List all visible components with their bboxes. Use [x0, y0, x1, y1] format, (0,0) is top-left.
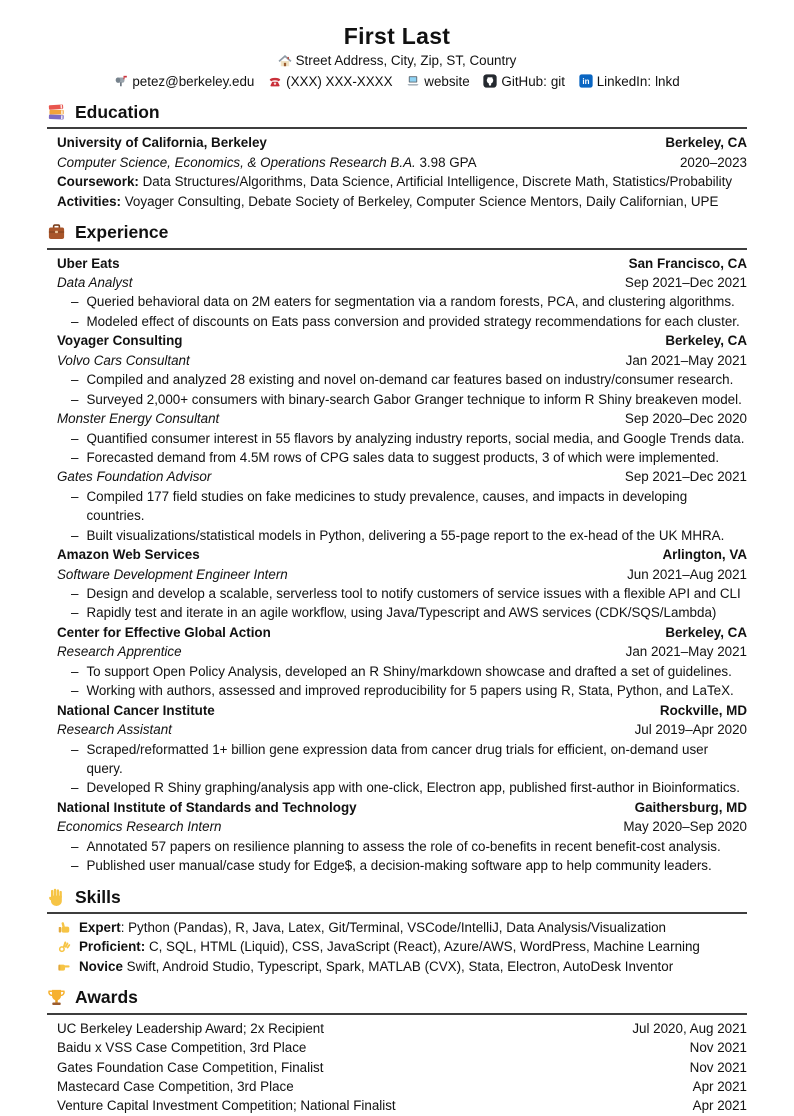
activities-line [57, 192, 718, 211]
institution-location: Berkeley, CA [665, 135, 747, 151]
bullet-item [47, 429, 747, 448]
award-row [47, 1038, 747, 1057]
bullet-dash: – [71, 780, 79, 796]
company-block [47, 798, 747, 876]
award-name: Mastecard Case Competition, 3rd Place [57, 1078, 294, 1094]
bullet-item [47, 292, 747, 311]
skill-items: Swift, Android Studio, Typescript, Spark, MATLAB (CVX), Stata, Electron, AutoDesk Inventor [122, 958, 674, 974]
skill-row-novice [47, 957, 747, 976]
company-location: Arlington, VA [662, 547, 747, 563]
bullet-item [47, 487, 747, 526]
trophy-icon [47, 988, 66, 1007]
role-title: Economics Research Intern [57, 819, 222, 835]
bullet-text: Scraped/reformatted 1+ billion gene expression data from cancer drug trials for efficient, on-demand user query. [86, 741, 709, 776]
role-title: Research Apprentice [57, 644, 182, 660]
address-text: Street Address, City, Zip, ST, Country [295, 53, 517, 69]
bullet-text: Surveyed 2,000+ consumers with binary-search Gabor Granger technique to inform R Shiny breakeven model. [86, 391, 742, 407]
laptop-icon [406, 74, 420, 88]
role-title: Gates Foundation Advisor [57, 469, 212, 485]
company-name: Amazon Web Services [57, 547, 200, 563]
bullet-dash: – [71, 741, 79, 757]
company-name: Voyager Consulting [57, 333, 183, 349]
institution-name: University of California, Berkeley [57, 135, 267, 151]
section-skills [47, 885, 747, 977]
bullet-item [47, 740, 747, 779]
linkedin-link[interactable]: lnkd [655, 73, 680, 89]
award-name: Venture Capital Investment Competition; National Finalist [57, 1098, 396, 1114]
bullet-text: Modeled effect of discounts on Eats pass conversion and provided strategy recommendations for each cluster. [86, 313, 740, 329]
bullet-item [47, 448, 747, 467]
bullet-text: Working with authors, assessed and improved reproducibility for 5 papers using R, Stata, Python, and LaTeX. [86, 683, 734, 699]
bullet-dash: – [71, 605, 79, 621]
phone-number: (XXX) XXX-XXXX [286, 73, 393, 89]
bullet-text: Rapidly test and iterate in an agile workflow, using Java/Typescript and AWS services (CDK/SQS/Lambda) [86, 605, 717, 621]
bullet-item [47, 584, 747, 603]
award-date: Nov 2021 [689, 1059, 747, 1075]
role-title: Monster Energy Consultant [57, 411, 220, 427]
bullet-text: Queried behavioral data on 2M eaters for segmentation via a random forests, PCA, and clustering algorithms. [86, 294, 735, 310]
experience-section-header [47, 220, 747, 245]
section-title: Education [75, 102, 160, 123]
skill-row-expert [47, 918, 747, 937]
section-experience [47, 220, 747, 875]
bullet-text: Compiled 177 field studies on fake medicines to study prevalence, causes, and impacts in developing countries. [86, 488, 688, 524]
bullet-dash: – [71, 838, 79, 854]
skill-line [79, 957, 673, 976]
role-title: Software Development Engineer Intern [57, 566, 288, 582]
svg-text:in: in [582, 77, 590, 87]
person-name: First Last [343, 23, 451, 49]
bullet-text: Published user manual/case study for Edge$, a decision-making software app to help community leaders. [86, 858, 712, 874]
bullet-item [47, 681, 747, 700]
degree-name: Computer Science, Economics, & Operations Research B.A. [57, 154, 416, 170]
bullet-dash: – [71, 683, 79, 699]
section-title: Experience [75, 222, 169, 243]
bullet-dash: – [71, 449, 79, 465]
company-block [47, 254, 747, 332]
award-date: Jul 2020, Aug 2021 [632, 1020, 747, 1036]
role-dates: May 2020–Sep 2020 [623, 819, 747, 835]
bullet-text: To support Open Policy Analysis, developed an R Shiny/markdown showcase and drafted a set of guidelines. [86, 663, 732, 679]
bullet-item [47, 603, 747, 622]
coursework-label: Coursework: [57, 174, 139, 190]
awards-section-header [47, 985, 747, 1010]
award-name: Baidu x VSS Case Competition, 3rd Place [57, 1040, 307, 1056]
bullet-item [47, 370, 747, 389]
books-icon [47, 103, 66, 122]
bullet-dash: – [71, 488, 79, 504]
section-education [47, 100, 747, 211]
section-rule [47, 127, 747, 129]
mailbox-icon [114, 74, 128, 88]
section-rule [47, 248, 747, 250]
bullet-item [47, 390, 747, 409]
company-location: Berkeley, CA [665, 624, 747, 640]
award-row [47, 1058, 747, 1077]
bullet-item [47, 778, 747, 797]
bullet-text: Forecasted demand from 4.5M rows of CPG sales data to suggest products, 3 of which were implemented. [86, 449, 720, 465]
company-name: Center for Effective Global Action [57, 624, 271, 640]
company-block [47, 331, 747, 545]
company-location: Berkeley, CA [665, 333, 747, 349]
bullet-item [47, 312, 747, 331]
skills-section-header [47, 885, 747, 910]
role-dates: Sep 2020–Dec 2020 [624, 411, 747, 427]
coursework-list: Data Structures/Algorithms, Data Science, Artificial Intelligence, Discrete Math, Statistics/Probability [142, 174, 733, 190]
section-rule [47, 912, 747, 914]
company-location: Gaithersburg, MD [634, 799, 747, 815]
education-section-header [47, 100, 747, 125]
section-title: Skills [75, 886, 121, 907]
github-link[interactable]: git [550, 73, 565, 89]
bullet-text: Annotated 57 papers on resilience planning to assess the role of co-benefits in recent benefit-cost analysis. [86, 838, 721, 854]
gpa-value: 3.98 GPA [419, 154, 477, 170]
education-entry [47, 133, 747, 211]
bullet-dash: – [71, 391, 79, 407]
role-dates: Jan 2021–May 2021 [625, 644, 747, 660]
section-awards [47, 985, 747, 1116]
bullet-dash: – [71, 527, 79, 543]
bullet-dash: – [71, 313, 79, 329]
award-date: Apr 2021 [692, 1098, 747, 1114]
linkedin-icon [579, 74, 593, 88]
award-row [47, 1096, 747, 1115]
role-dates: Jan 2021–May 2021 [625, 352, 747, 368]
bullet-item [47, 837, 747, 856]
ok-hand-icon [57, 940, 71, 954]
bullet-text: Quantified consumer interest in 55 flavors by analyzing industry reports, social media, and Google Trends data. [86, 430, 745, 446]
company-name: National Institute of Standards and Technology [57, 799, 357, 815]
contact-line [47, 71, 747, 91]
award-date: Apr 2021 [692, 1078, 747, 1094]
company-name: National Cancer Institute [57, 702, 215, 718]
resume-header [47, 22, 747, 91]
email-link[interactable]: petez@berkeley.edu [132, 73, 255, 89]
company-location: San Francisco, CA [628, 255, 747, 271]
company-block [47, 545, 747, 623]
award-date: Nov 2021 [689, 1040, 747, 1056]
activities-label: Activities: [57, 193, 121, 209]
company-location: Rockville, MD [659, 702, 747, 718]
activities-list: Voyager Consulting, Debate Society of Berkeley, Computer Science Mentors, Daily Californian, UPE [124, 193, 719, 209]
bullet-text: Developed R Shiny graphing/analysis app with one-click, Electron app, published first-author in Bioinformatics. [86, 780, 740, 796]
bullet-dash: – [71, 430, 79, 446]
linkedin-label: LinkedIn: [596, 73, 652, 89]
phone-icon [268, 74, 282, 88]
role-dates: Sep 2021–Dec 2021 [624, 275, 747, 291]
role-title: Research Assistant [57, 722, 172, 738]
role-title: Volvo Cars Consultant [57, 352, 190, 368]
skill-line [79, 918, 666, 937]
bullet-item [47, 856, 747, 875]
bullet-item [47, 526, 747, 545]
award-row [47, 1019, 747, 1038]
award-name: Gates Foundation Case Competition, Finalist [57, 1059, 324, 1075]
pointing-hand-icon [57, 960, 71, 974]
github-icon [483, 74, 497, 88]
role-dates: Sep 2021–Dec 2021 [624, 469, 747, 485]
bullet-item [47, 662, 747, 681]
company-block [47, 623, 747, 701]
bullet-dash: – [71, 858, 79, 874]
github-label: GitHub: [501, 73, 547, 89]
degree-line [57, 153, 477, 172]
house-icon [278, 54, 292, 68]
bullet-dash: – [71, 663, 79, 679]
bullet-dash: – [71, 586, 79, 602]
skill-items: : Python (Pandas), R, Java, Latex, Git/Terminal, VSCode/IntelliJ, Data Analysis/Visualization [120, 919, 666, 935]
bullet-text: Compiled and analyzed 28 existing and novel on-demand car features based on industry/consumer research. [86, 372, 734, 388]
section-rule [47, 1013, 747, 1015]
company-name: Uber Eats [57, 255, 120, 271]
briefcase-icon [47, 223, 66, 242]
raised-hand-icon [47, 888, 66, 907]
skill-level-label: Novice [79, 958, 123, 974]
skill-row-proficient [47, 937, 747, 956]
bullet-text: Design and develop a scalable, serverless tool to notify customers of service issues with a flexible API and CLI [86, 586, 741, 602]
skill-level-label: Expert [79, 919, 121, 935]
website-link[interactable]: website [424, 73, 470, 89]
skill-items: C, SQL, HTML (Liquid), CSS, JavaScript (React), Azure/AWS, WordPress, Machine Learning [145, 939, 700, 955]
company-block [47, 701, 747, 798]
role-title: Data Analyst [57, 275, 133, 291]
skill-line [79, 937, 700, 956]
award-row [47, 1077, 747, 1096]
role-dates: Jul 2019–Apr 2020 [634, 722, 747, 738]
role-dates: Jun 2021–Aug 2021 [627, 566, 747, 582]
award-name: UC Berkeley Leadership Award; 2x Recipient [57, 1020, 324, 1036]
coursework-line [57, 172, 732, 191]
bullet-dash: – [71, 372, 79, 388]
skill-level-label: Proficient: [79, 939, 146, 955]
address-line [47, 51, 747, 71]
thumbs-up-icon [57, 921, 71, 935]
section-title: Awards [75, 987, 138, 1008]
bullet-dash: – [71, 294, 79, 310]
bullet-text: Built visualizations/statistical models in Python, delivering a 55-page report to the ex-head of the UK MHRA. [86, 527, 725, 543]
education-dates: 2020–2023 [679, 154, 747, 170]
